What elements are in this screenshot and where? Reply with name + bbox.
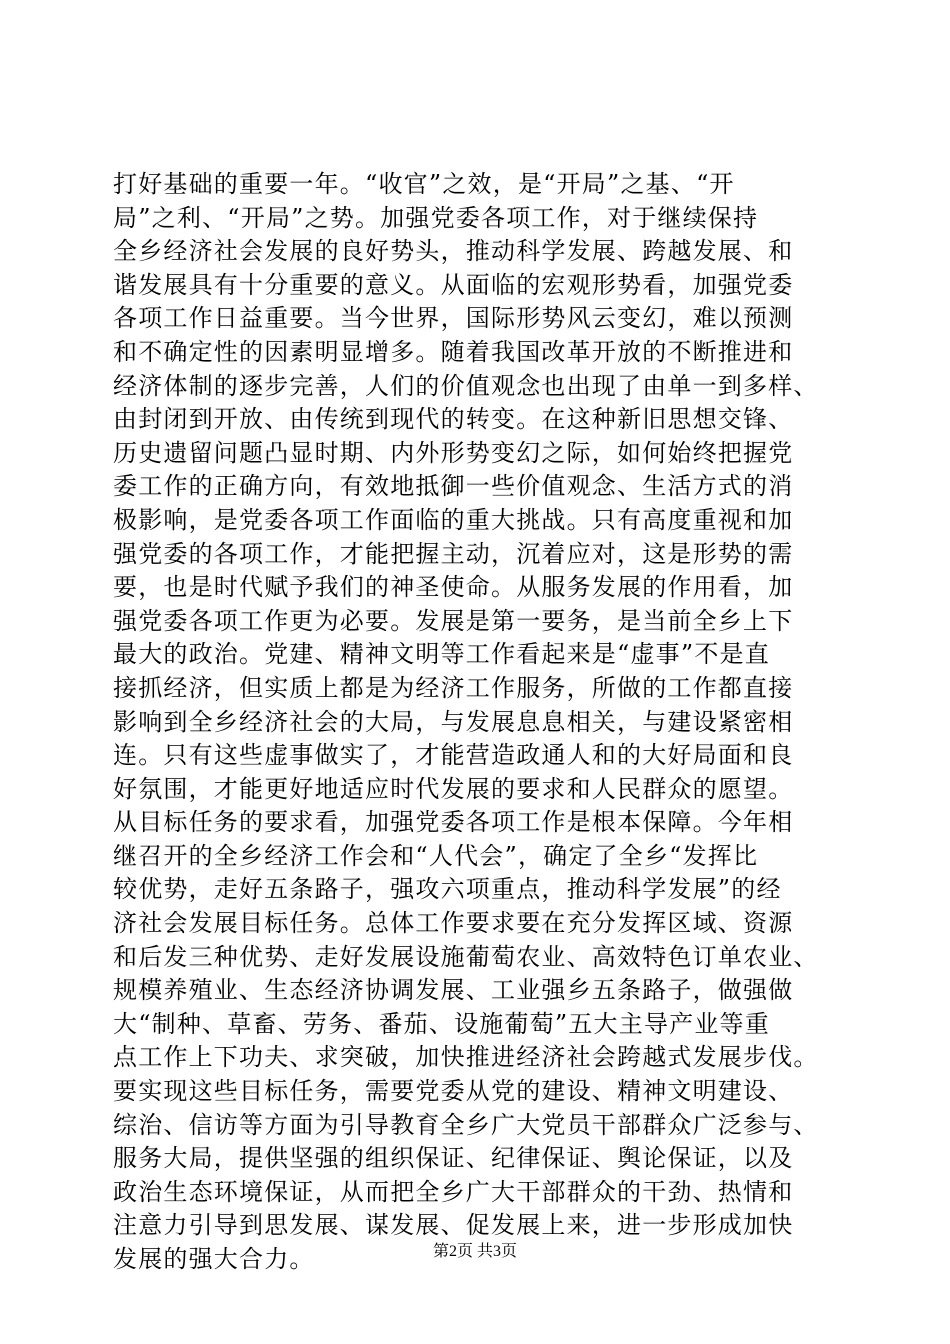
text-line: 委工作的正确方向，有效地抵御一些价值观念、生活方式的消: [113, 472, 794, 501]
text-line: 最大的政治。党建、精神文明等工作看起来是“虚事”不是直: [113, 640, 770, 669]
text-line: 连。只有这些虚事做实了，才能营造政通人和的大好局面和良: [113, 741, 794, 770]
text-line: 综治、信访等方面为引导教育全乡广大党员干部群众广泛参与、: [113, 1110, 819, 1139]
text-line: 强党委的各项工作，才能把握主动，沉着应对，这是形势的需: [113, 539, 794, 568]
text-line: 继召开的全乡经济工作会和“人代会”，确定了全乡“发挥比: [113, 841, 759, 870]
text-line: 历史遗留问题凸显时期、内外形势变幻之际，如何始终把握党: [113, 438, 794, 467]
text-line: 服务大局，提供坚强的组织保证、纪律保证、舆论保证，以及: [113, 1144, 794, 1173]
text-line: 要实现这些目标任务，需要党委从党的建设、精神文明建设、: [113, 1077, 794, 1106]
text-line: 各项工作日益重要。当今世界，国际形势风云变幻，难以预测: [113, 304, 794, 333]
text-line: 由封闭到开放、由传统到现代的转变。在这种新旧思想交锋、: [113, 405, 794, 434]
text-line: 较优势，走好五条路子，强攻六项重点，推动科学发展”的经: [113, 875, 782, 904]
text-line: 全乡经济社会发展的良好势头，推动科学发展、跨越发展、和: [113, 237, 794, 266]
text-line: 发展的强大合力。: [113, 1245, 315, 1273]
text-line: 规模养殖业、生态经济协调发展、工业强乡五条路子，做强做: [113, 976, 794, 1005]
page-number-footer: 第2页 共3页: [432, 1243, 517, 1260]
text-line: 好氛围，才能更好地适应时代发展的要求和人民群众的愿望。: [113, 774, 794, 803]
text-line: 要，也是时代赋予我们的神圣使命。从服务发展的作用看，加: [113, 573, 794, 602]
body-paragraph: [113, 168, 853, 1277]
text-line: 经济体制的逐步完善，人们的价值观念也出现了由单一到多样、: [113, 371, 819, 400]
text-line: 济社会发展目标任务。总体工作要求要在充分发挥区域、资源: [113, 909, 794, 938]
text-line: 政治生态环境保证，从而把全乡广大干部群众的干劲、热情和: [113, 1177, 794, 1206]
text-line: 极影响，是党委各项工作面临的重大挑战。只有高度重视和加: [113, 505, 794, 534]
text-line: 接抓经济，但实质上都是为经济工作服务，所做的工作都直接: [113, 673, 794, 702]
text-line: 和后发三种优势、走好发展设施葡萄农业、高效特色订单农业、: [113, 942, 819, 971]
text-line: 大“制种、草畜、劳务、番茄、设施葡萄”五大主导产业等重: [113, 1009, 770, 1038]
text-line: 打好基础的重要一年。“收官”之效，是“开局”之基、“开: [113, 170, 735, 198]
text-line: 和不确定性的因素明显增多。随着我国改革开放的不断推进和: [113, 337, 794, 366]
text-line: 强党委各项工作更为必要。发展是第一要务，是当前全乡上下: [113, 606, 794, 635]
text-line: 局”之利、“开局”之势。加强党委各项工作，对于继续保持: [113, 203, 759, 232]
text-line: 谐发展具有十分重要的意义。从面临的宏观形势看，加强党委: [113, 270, 794, 299]
text-line: 从目标任务的要求看，加强党委各项工作是根本保障。今年相: [113, 808, 794, 837]
text-line: 影响到全乡经济社会的大局，与发展息息相关，与建设紧密相: [113, 707, 794, 736]
text-line: 注意力引导到思发展、谋发展、促发展上来，进一步形成加快: [113, 1211, 794, 1240]
text-line: 点工作上下功夫、求突破，加快推进经济社会跨越式发展步伐。: [113, 1043, 819, 1072]
